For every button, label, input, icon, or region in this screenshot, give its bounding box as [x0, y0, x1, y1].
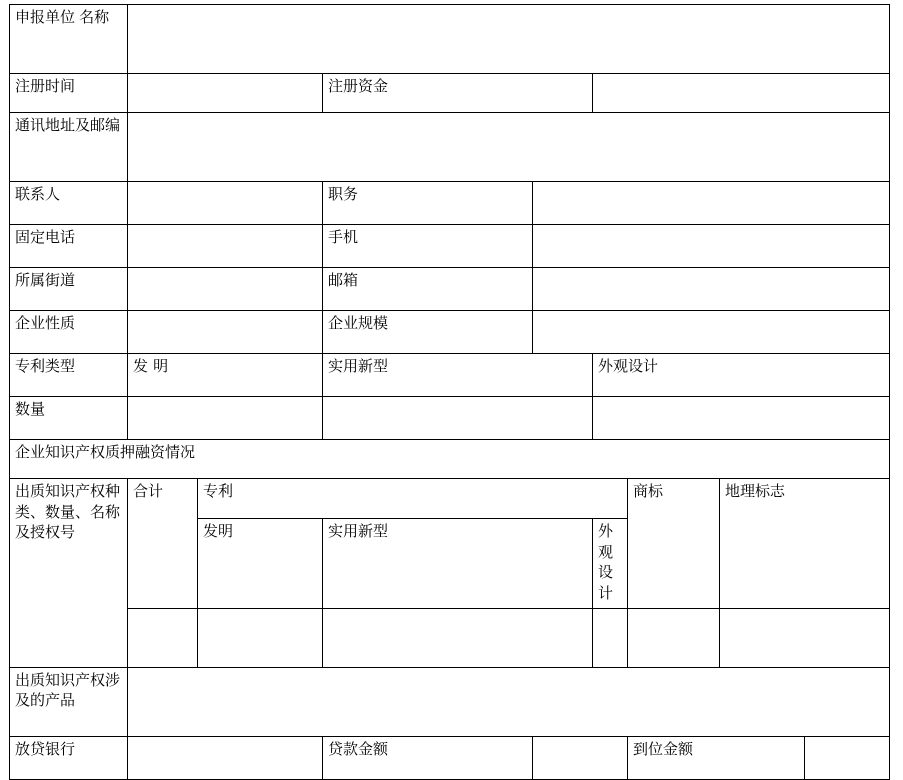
label-email: 邮箱 — [323, 268, 533, 311]
table-row-quantity — [10, 397, 890, 440]
table-row-pledged-ip-values — [10, 608, 890, 667]
field-pledged-utility[interactable] — [323, 608, 593, 667]
application-form-table — [9, 4, 890, 780]
field-enterprise-nature[interactable] — [128, 311, 323, 354]
field-pledged-design[interactable] — [593, 608, 628, 667]
label-address-zip: 通讯地址及邮编 — [10, 113, 128, 182]
label-position: 职务 — [323, 182, 533, 225]
field-loan-amount[interactable] — [533, 736, 628, 779]
table-row-section-title — [10, 440, 890, 479]
table-row-address — [10, 113, 890, 182]
table-row-pledged-ip-header — [10, 479, 890, 519]
label-phone: 固定电话 — [10, 225, 128, 268]
field-enterprise-scale[interactable] — [533, 311, 890, 354]
field-pledged-geo[interactable] — [720, 608, 890, 667]
label-patent-type-invention: 发 明 — [128, 354, 323, 397]
label-patent-type-utility: 实用新型 — [323, 354, 593, 397]
field-received-amount[interactable] — [805, 736, 890, 779]
field-register-time[interactable] — [128, 74, 323, 113]
label-patent-group: 专利 — [198, 479, 628, 519]
label-enterprise-nature: 企业性质 — [10, 311, 128, 354]
field-street[interactable] — [128, 268, 323, 311]
field-pledged-products[interactable] — [128, 667, 890, 736]
label-pledged-products: 出质知识产权涉及的产品 — [10, 667, 128, 736]
table-row-contact — [10, 182, 890, 225]
field-pledged-total[interactable] — [128, 608, 198, 667]
table-row-street — [10, 268, 890, 311]
section-title-pledge-financing: 企业知识产权质押融资情况 — [10, 440, 890, 479]
field-quantity-utility[interactable] — [323, 397, 593, 440]
field-phone[interactable] — [128, 225, 323, 268]
label-geo-indication: 地理标志 — [720, 479, 890, 609]
label-register-time: 注册时间 — [10, 74, 128, 113]
table-row-pledged-products — [10, 667, 890, 736]
table-row-applicant-unit-name — [10, 5, 890, 74]
label-street: 所属街道 — [10, 268, 128, 311]
label-quantity: 数量 — [10, 397, 128, 440]
field-contact[interactable] — [128, 182, 323, 225]
label-patent-type-design: 外观设计 — [593, 354, 890, 397]
label-patent-type: 专利类型 — [10, 354, 128, 397]
label-received-amount: 到位金额 — [628, 736, 805, 779]
field-address-zip[interactable] — [128, 113, 890, 182]
label-applicant-unit-name: 申报单位 名称 — [10, 5, 128, 74]
document-page — [0, 4, 903, 758]
field-mobile[interactable] — [533, 225, 890, 268]
field-quantity-invention[interactable] — [128, 397, 323, 440]
label-invention: 发明 — [198, 519, 323, 609]
field-lending-bank[interactable] — [128, 736, 323, 779]
field-quantity-design[interactable] — [593, 397, 890, 440]
field-applicant-unit-name[interactable] — [128, 5, 890, 74]
label-loan-amount: 贷款金额 — [323, 736, 533, 779]
table-row-lending-bank — [10, 736, 890, 779]
table-row-patent-type — [10, 354, 890, 397]
label-total: 合计 — [128, 479, 198, 609]
label-design: 外观设计 — [593, 519, 628, 609]
field-email[interactable] — [533, 268, 890, 311]
label-trademark: 商标 — [628, 479, 720, 609]
label-enterprise-scale: 企业规模 — [323, 311, 533, 354]
field-pledged-invention[interactable] — [198, 608, 323, 667]
label-contact: 联系人 — [10, 182, 128, 225]
field-position[interactable] — [533, 182, 890, 225]
label-register-capital: 注册资金 — [323, 74, 593, 113]
field-register-capital[interactable] — [593, 74, 890, 113]
label-mobile: 手机 — [323, 225, 533, 268]
table-row-phone — [10, 225, 890, 268]
table-row-register — [10, 74, 890, 113]
label-pledged-ip: 出质知识产权种类、数量、名称及授权号 — [10, 479, 128, 668]
field-pledged-trademark[interactable] — [628, 608, 720, 667]
label-utility: 实用新型 — [323, 519, 593, 609]
label-lending-bank: 放贷银行 — [10, 736, 128, 779]
table-row-enterprise — [10, 311, 890, 354]
